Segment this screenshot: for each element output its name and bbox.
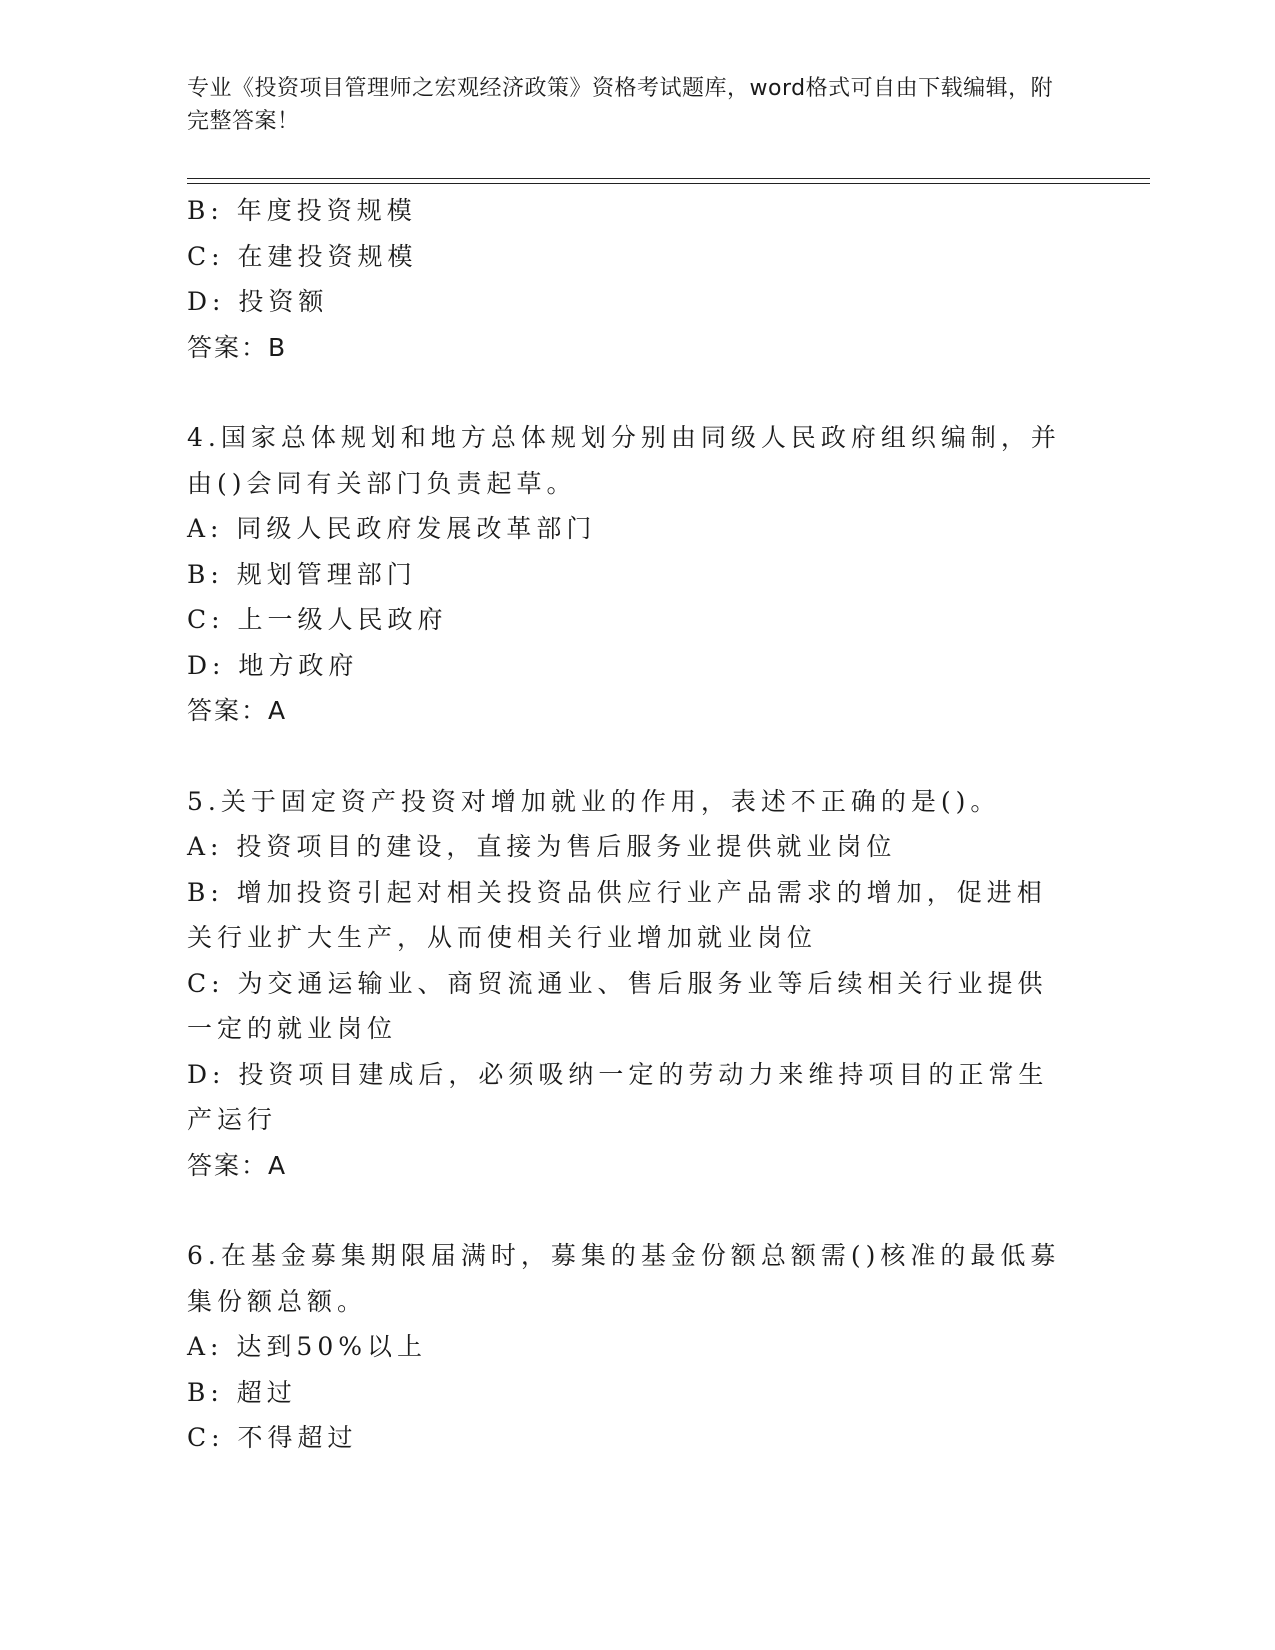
spacer <box>187 370 1067 415</box>
answer-line: 答案：B <box>187 332 288 362</box>
question-6 <box>187 1233 1067 1461</box>
spacer <box>187 734 1067 779</box>
option-d: D: 地方政府 <box>187 650 359 680</box>
option-b: B: 年度投资规模 <box>187 196 417 225</box>
question-content <box>187 188 1067 1461</box>
question-stem: 5.关于固定资产投资对增加就业的作用，表述不正确的是()。 <box>187 786 1001 816</box>
header-rule-bottom <box>187 183 1150 184</box>
answer-line: 答案：A <box>187 696 288 725</box>
question-4 <box>187 415 1067 734</box>
option-d: D: 投资额 <box>187 287 329 316</box>
header-rule-top <box>187 178 1150 179</box>
option-a: A: 投资项目的建设，直接为售后服务业提供就业岗位 <box>187 832 897 861</box>
option-c: C: 为交通运输业、商贸流通业、售后服务业等后续相关行业提供一定的就业岗位 <box>187 968 1048 1043</box>
option-d: D: 投资项目建成后，必须吸纳一定的劳动力来维持项目的正常生产运行 <box>187 1059 1049 1134</box>
answer-line: 答案：A <box>187 1150 288 1180</box>
question-3-continued <box>187 188 1067 370</box>
question-5 <box>187 779 1067 1189</box>
spacer <box>187 1188 1067 1233</box>
option-a: A: 同级人民政府发展改革部门 <box>187 514 597 543</box>
question-stem: 6.在基金募集期限届满时，募集的基金份额总额需()核准的最低募集份额总额。 <box>187 1241 1061 1316</box>
option-c: C: 在建投资规模 <box>187 241 418 271</box>
option-b: B: 超过 <box>187 1377 297 1407</box>
document-header: 专业《投资项目管理师之宏观经济政策》资格考试题库，word格式可自由下载编辑，附完整答案！ <box>187 76 1054 134</box>
option-b: B: 规划管理部门 <box>187 559 417 589</box>
option-c: C: 不得超过 <box>187 1423 358 1452</box>
option-c: C: 上一级人民政府 <box>187 605 448 634</box>
question-stem: 4.国家总体规划和地方总体规划分别由同级人民政府组织编制，并由()会同有关部门负责起草。 <box>187 423 1061 498</box>
option-a: A: 达到50%以上 <box>187 1332 427 1361</box>
option-b: B: 增加投资引起对相关投资品供应行业产品需求的增加，促进相关行业扩大生产，从而使相关行业增加就业岗位 <box>187 877 1047 952</box>
